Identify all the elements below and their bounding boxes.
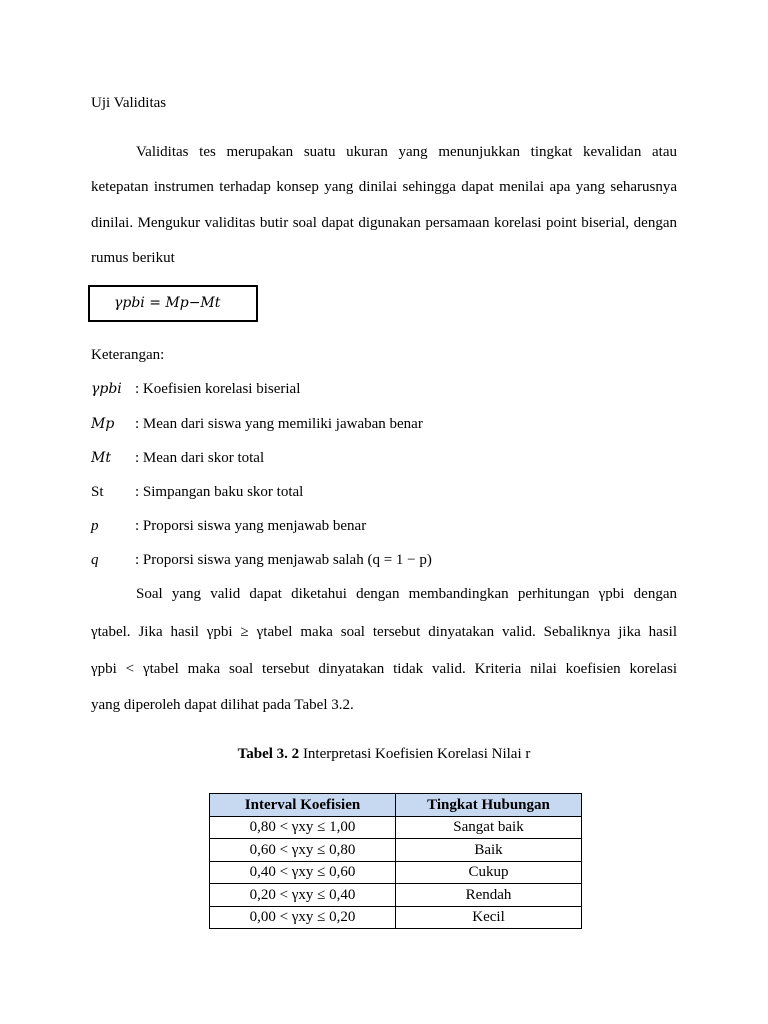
paragraph1-line4: rumus berikut [91,250,175,266]
formula-box [88,285,258,322]
interpretation-table [209,793,582,929]
keterangan-title: Keterangan: [91,347,165,363]
table-row [210,861,582,884]
cell-interval: 0,40 < γxy ≤ 0,60 [210,861,396,884]
paragraph2-line4: yang diperoleh dapat dilihat pada Tabel 3.2. [91,697,354,713]
symbol-mp: Mp [91,416,115,432]
desc-st: : Simpangan baku skor total [135,484,304,500]
paragraph1-line3: dinilai. Mengukur validitas butir soal dapat digunakan persamaan korelasi point biserial, dengan [91,215,677,231]
symbol-ypbi: γpbi [91,381,122,397]
cell-tingkat: Sangat baik [396,816,582,839]
cell-tingkat: Kecil [396,906,582,929]
symbol-st: St [91,484,104,500]
table-header-row [210,794,582,817]
symbol-q: q [91,552,99,568]
cell-interval: 0,20 < γxy ≤ 0,40 [210,884,396,907]
symbol-p: p [91,518,99,534]
desc-ypbi: : Koefisien korelasi biserial [135,381,301,397]
paragraph2-line3: γpbi < γtabel maka soal tersebut dinyatakan tidak valid. Kriteria nilai koefisien korelasi [91,661,677,677]
section-heading: Uji Validitas [91,95,167,111]
table-caption-text: Interpretasi Koefisien Korelasi Nilai r [299,746,531,762]
header-tingkat: Tingkat Hubungan [396,794,582,817]
paragraph2-line2: γtabel. Jika hasil γpbi ≥ γtabel maka soal tersebut dinyatakan valid. Sebaliknya jika hasil [91,624,677,640]
formula: γpbi = Mp−Mt [114,295,221,311]
table-caption-label: Tabel 3. 2 [237,746,300,762]
table-row [210,906,582,929]
table-row [210,884,582,907]
paragraph1-line1: Validitas tes merupakan suatu ukuran yang menunjukkan tingkat kevalidan atau [136,144,677,160]
table-caption [0,745,768,763]
header-interval: Interval Koefisien [210,794,396,817]
cell-tingkat: Baik [396,839,582,862]
cell-interval: 0,80 < γxy ≤ 1,00 [210,816,396,839]
symbol-mt: Mt [91,450,111,466]
table-row [210,839,582,862]
desc-mp: : Mean dari siswa yang memiliki jawaban benar [135,416,423,432]
cell-tingkat: Cukup [396,861,582,884]
cell-interval: 0,00 < γxy ≤ 0,20 [210,906,396,929]
paragraph2-line1: Soal yang valid dapat diketahui dengan membandingkan perhitungan γpbi dengan [136,586,677,602]
desc-mt: : Mean dari skor total [135,450,265,466]
desc-p: : Proporsi siswa yang menjawab benar [135,518,367,534]
cell-tingkat: Rendah [396,884,582,907]
table-row [210,816,582,839]
paragraph1-line2: ketepatan instrumen terhadap konsep yang dinilai sehingga dapat menilai apa yang seharusnya [91,179,677,195]
cell-interval: 0,60 < γxy ≤ 0,80 [210,839,396,862]
desc-q: : Proporsi siswa yang menjawab salah (q = 1 − p) [135,552,432,568]
